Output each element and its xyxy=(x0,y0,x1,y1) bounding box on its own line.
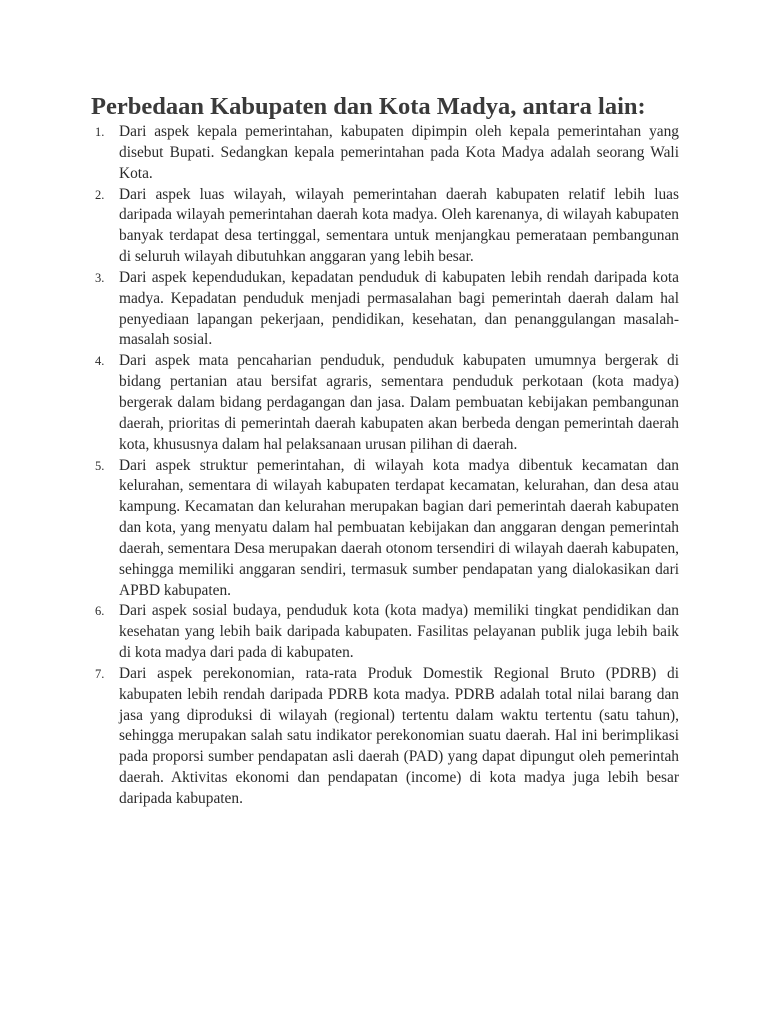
list-item xyxy=(91,601,679,664)
list-item xyxy=(91,185,679,268)
list-item-text: Dari aspek struktur pemerintahan, di wilayah kota madya dibentuk kecamatan dan kelurahan, sementara di wilayah kabupaten terdapat kecamatan, kelurahan, dan desa atau kampung. Kecamatan dan kelurahan merupakan bagian dari pemerintah daerah kabupaten dan kota, yang menyatu dalam hal pembuatan kebijakan dan anggaran dengan pemerintah daerah, sementara Desa merupakan daerah otonom tersendiri di wilayah daerah kabupaten, sehingga memiliki anggaran sendiri, termasuk sumber pendapatan yang dialokasikan dari APBD kabupaten. xyxy=(119,456,679,599)
list-item-number: 3. xyxy=(95,270,105,285)
list-item xyxy=(91,351,679,455)
list-item xyxy=(91,122,679,185)
list-item xyxy=(91,456,679,602)
list-item xyxy=(91,268,679,351)
list-item-number: 6. xyxy=(95,604,105,619)
list-item-number: 4. xyxy=(95,354,105,369)
list-item-text: Dari aspek kependudukan, kepadatan penduduk di kabupaten lebih rendah daripada kota madya. Kepadatan penduduk menjadi permasalahan bagi pemerintah daerah dalam hal penyediaan lapangan pekerjaan, pendidikan, kesehatan, dan penanggulangan masalah-masalah sosial. xyxy=(119,268,679,349)
list-item-text: Dari aspek luas wilayah, wilayah pemerintahan daerah kabupaten relatif lebih luas daripada wilayah pemerintahan daerah kota madya. Oleh karenanya, di wilayah kabupaten banyak terdapat desa tertinggal, sementara untuk menjangkau pemerataan pembangunan di seluruh wilayah dibutuhkan anggaran yang lebih besar. xyxy=(119,185,679,266)
list-item-text: Dari aspek kepala pemerintahan, kabupaten dipimpin oleh kepala pemerintahan yang disebut Bupati. Sedangkan kepala pemerintahan pada Kota Madya adalah seorang Wali Kota. xyxy=(119,123,679,182)
list-item-number: 2. xyxy=(95,187,105,202)
page-title: Perbedaan Kabupaten dan Kota Madya, antara lain: xyxy=(91,93,646,120)
list-item xyxy=(91,664,679,810)
list-item-text: Dari aspek perekonomian, rata-rata Produk Domestik Regional Bruto (PDRB) di kabupaten lebih rendah daripada PDRB kota madya. PDRB adalah total nilai barang dan jasa yang diproduksi di wilayah (regional) tertentu dalam waktu tertentu (satu tahun), sehingga merupakan salah satu indikator perekonomian suatu daerah. Hal ini berimplikasi pada proporsi sumber pendapatan asli daerah (PAD) yang dapat dipungut oleh pemerintah daerah. Aktivitas ekonomi dan pendapatan (income) di kota madya juga lebih besar daripada kabupaten. xyxy=(119,664,679,807)
list-item-number: 7. xyxy=(95,666,105,681)
list-item-number: 5. xyxy=(95,458,105,473)
differences-list xyxy=(91,122,679,810)
list-item-number: 1. xyxy=(95,125,105,139)
list-item-text: Dari aspek mata pencaharian penduduk, penduduk kabupaten umumnya bergerak di bidang pertanian atau bersifat agraris, sementara penduduk perkotaan (kota madya) bergerak dalam bidang perdagangan dan jasa. Dalam pembuatan kebijakan pembangunan daerah, prioritas di pemerintah daerah kabupaten akan berbeda dengan pemerintah daerah kota, khususnya dalam hal pelaksanaan urusan pilihan di daerah. xyxy=(119,352,679,453)
list-item-text: Dari aspek sosial budaya, penduduk kota (kota madya) memiliki tingkat pendidikan dan kesehatan yang lebih baik daripada kabupaten. Fasilitas pelayanan publik juga lebih baik di kota madya dari pada di kabupaten. xyxy=(119,602,679,662)
